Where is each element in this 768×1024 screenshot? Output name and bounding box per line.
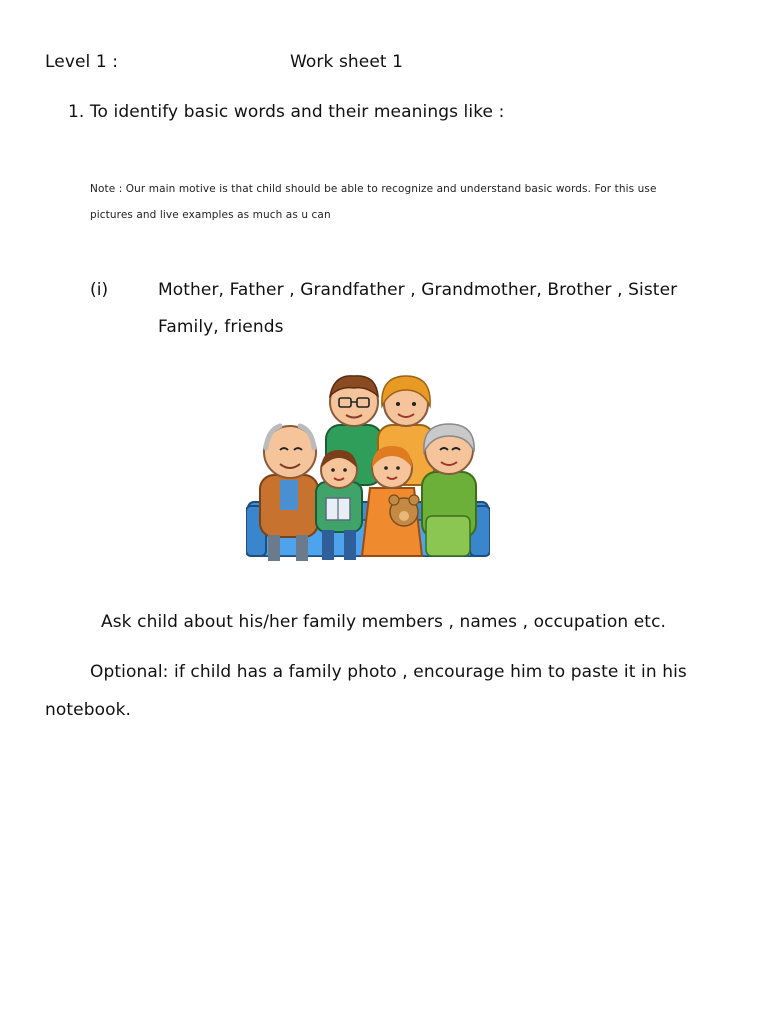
worksheet-title: Work sheet 1 <box>290 52 404 72</box>
objective-text: 1. To identify basic words and their meanings like : <box>68 102 505 122</box>
level-label: Level 1 : <box>45 52 119 72</box>
vocabulary-line-1: Mother, Father , Grandfather , Grandmother, Brother , Sister <box>158 280 678 300</box>
family-illustration-icon <box>246 370 490 570</box>
ask-instruction: Ask child about his/her family members , names , occupation etc. <box>101 612 667 632</box>
note-line-1: Note : Our main motive is that child should be able to recognize and understand basic words. For this use <box>90 183 657 195</box>
optional-instruction-line-1: Optional: if child has a family photo , encourage him to paste it in his <box>90 662 687 682</box>
vocabulary-line-2: Family, friends <box>158 317 284 337</box>
note-line-2: pictures and live examples as much as u can <box>90 209 331 221</box>
section-numeral: (i) <box>90 280 109 300</box>
optional-instruction-line-2: notebook. <box>45 700 132 720</box>
